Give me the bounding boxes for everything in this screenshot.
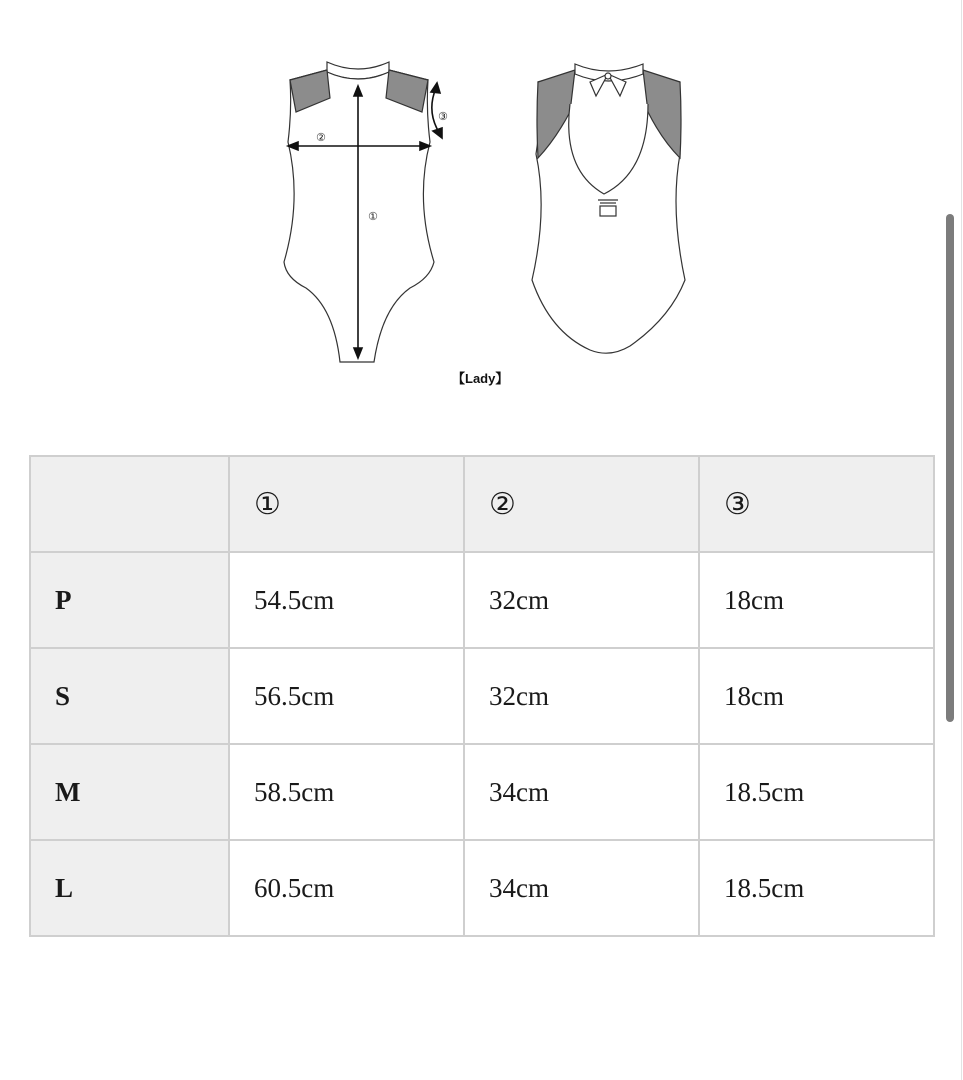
table-cell: 56.5cm (229, 648, 464, 744)
size-chart-table (29, 455, 935, 937)
table-cell: 18.5cm (699, 840, 934, 936)
table-row (30, 552, 934, 648)
leotard-front-view (284, 62, 434, 362)
marker-3-label: ③ (438, 110, 448, 123)
leotard-back-view (532, 64, 685, 353)
row-size-label: S (30, 648, 229, 744)
table-cell: 32cm (464, 648, 699, 744)
corner-cell (30, 456, 229, 552)
leotard-measurement-illustration (270, 50, 710, 395)
table-row (30, 648, 934, 744)
header-measure-3: ③ (699, 456, 934, 552)
table-cell: 34cm (464, 744, 699, 840)
table-cell: 58.5cm (229, 744, 464, 840)
row-size-label: L (30, 840, 229, 936)
page-edge-divider (961, 0, 962, 1080)
table-cell: 18.5cm (699, 744, 934, 840)
table-header-row (30, 456, 934, 552)
table-cell: 34cm (464, 840, 699, 936)
garment-diagram (270, 50, 710, 395)
vertical-scrollbar[interactable] (946, 214, 954, 722)
table-cell: 32cm (464, 552, 699, 648)
table-cell: 18cm (699, 648, 934, 744)
header-measure-1: ① (229, 456, 464, 552)
row-size-label: P (30, 552, 229, 648)
header-measure-2: ② (464, 456, 699, 552)
row-size-label: M (30, 744, 229, 840)
diagram-caption: 【Lady】 (452, 371, 509, 386)
table-cell: 60.5cm (229, 840, 464, 936)
table-cell: 18cm (699, 552, 934, 648)
marker-2-label: ② (316, 131, 326, 144)
table-row (30, 744, 934, 840)
marker-1-label: ① (368, 210, 378, 223)
table-cell: 54.5cm (229, 552, 464, 648)
table-row (30, 840, 934, 936)
